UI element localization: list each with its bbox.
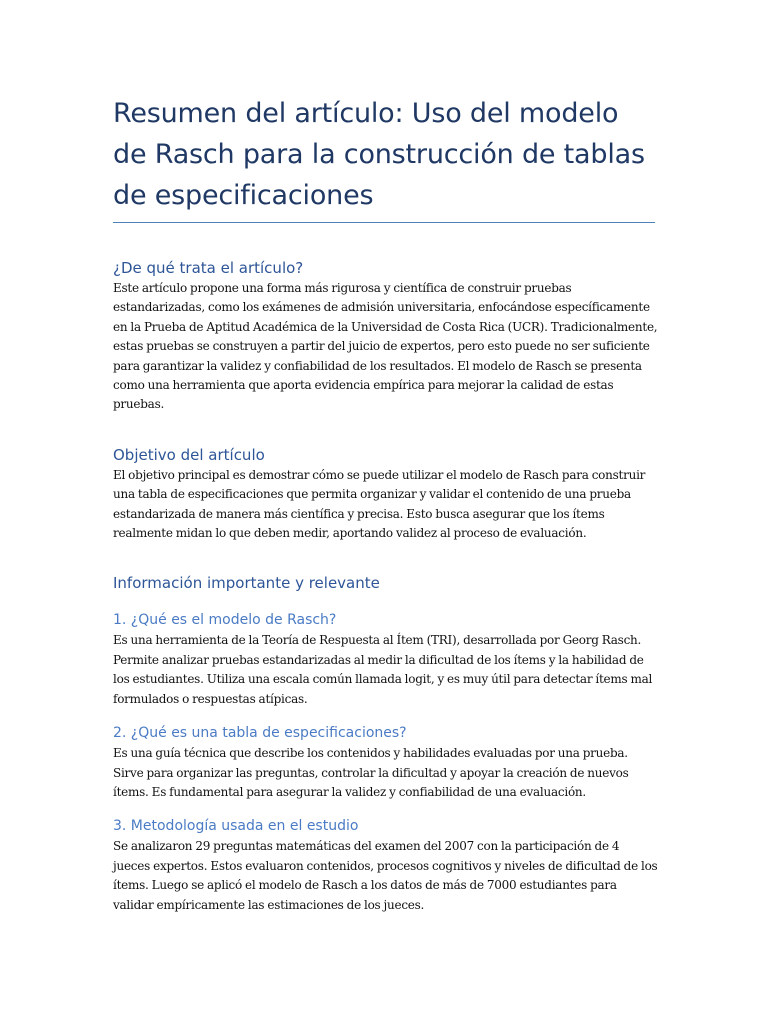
paragraph-objective: El objetivo principal es demostrar cómo se puede utilizar el modelo de Rasch para construir una tabla de especificaciones que permita organizar y validar el contenido de una prueba estandarizada de manera más científica y precisa. Esto busca asegurar que los ítems realmente midan lo que deben medir, aportando validez al proceso de evaluación. (113, 467, 646, 541)
paragraph-spec-table: Es una guía técnica que describe los contenidos y habilidades evaluadas por una prueba. Sirve para organizar las preguntas, controlar la dificultad y apoyar la creación de nuevos ítems. Es fundamental para asegurar la validez y confiabilidad de una evaluación. (113, 746, 629, 799)
subheading-spec-table: 2. ¿Qué es una tabla de especificaciones? (113, 725, 407, 742)
document-title: Resumen del artículo: Uso del modelo de Rasch para la construcción de tablas de especificaciones (113, 98, 645, 211)
heading-objective: Objetivo del artículo (113, 445, 265, 464)
heading-about: ¿De qué trata el artículo? (113, 259, 304, 277)
paragraph-methodology: Se analizaron 29 preguntas matemáticas del examen del 2007 con la participación de 4 jueces expertos. Estos evaluaron contenidos, procesos cognitivos y niveles de dificultad de los ítems. Luego se aplicó el modelo de Rasch a los datos de más de 7000 estudiantes para validar empíricamente las estimaciones de los jueces. (113, 839, 658, 912)
subheading-methodology: 3. Metodología usada en el estudio (113, 818, 359, 835)
title-divider (113, 222, 655, 223)
paragraph-rasch-model: Es una herramienta de la Teoría de Respuesta al Ítem (TRI), desarrollada por Georg Rasch. Permite analizar pruebas estandarizadas al medir la dificultad de los ítems y la habilidad de los estudiantes. Utiliza una escala común llamada logit, y es muy útil para detectar ítems mal formulados o respuestas atípicas. (113, 633, 653, 706)
paragraph-about: Este artículo propone una forma más rigurosa y científica de construir pruebas estandarizadas, como los exámenes de admisión universitaria, enfocándose específicamente en la Prueba de Aptitud Académica de la Universidad de Costa Rica (UCR). Tradicionalmente, estas pruebas se construyen a partir del juicio de expertos, pero esto puede no ser suficiente para garantizar la validez y confiabilidad de los resultados. El modelo de Rasch se presenta como una herramienta que aporta evidencia empírica para mejorar la calidad de estas pruebas. (113, 281, 658, 412)
heading-info: Información importante y relevante (113, 574, 380, 593)
subheading-rasch-model: 1. ¿Qué es el modelo de Rasch? (113, 612, 337, 629)
